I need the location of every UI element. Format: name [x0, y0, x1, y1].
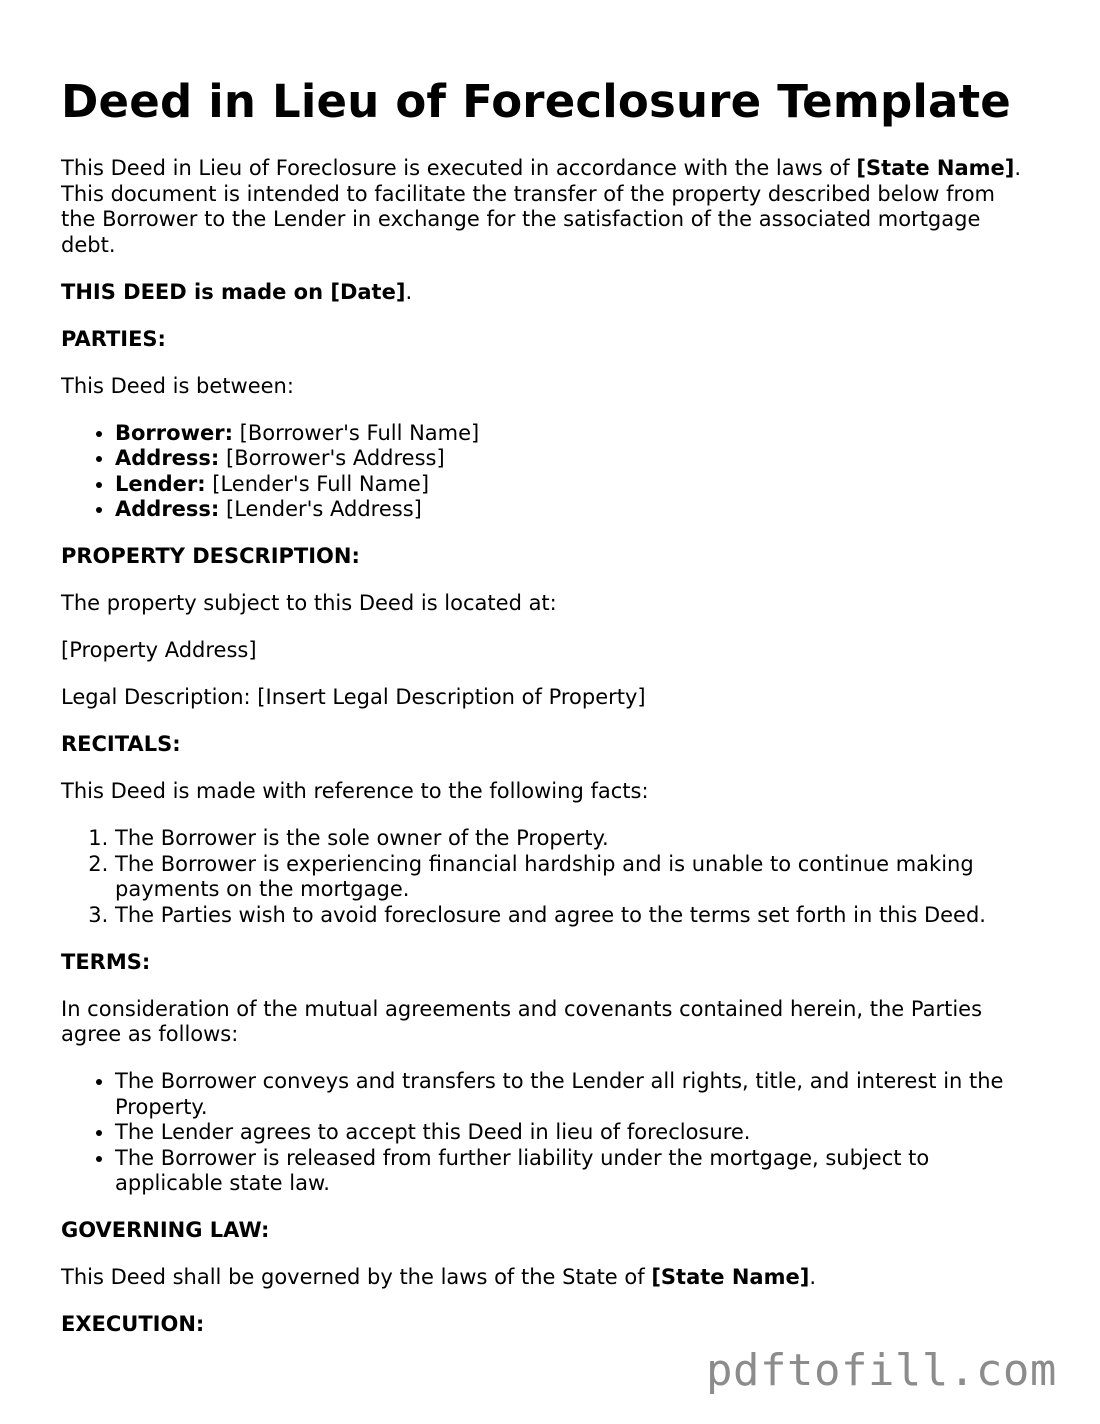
recitals-intro: This Deed is made with reference to the following facts: [61, 779, 649, 803]
list-item [115, 421, 1036, 447]
list-item: 1. The Borrower is the sole owner of the Property. [115, 826, 1036, 852]
property-intro: The property subject to this Deed is located at: [61, 591, 557, 615]
property-legal-description: Legal Description: [Insert Legal Description of Property] [61, 685, 646, 709]
governing-law-state-placeholder: [State Name] [651, 1265, 810, 1289]
property-address: [Property Address] [61, 638, 257, 662]
party-value: [Lender's Full Name] [205, 471, 430, 496]
made-on-text: THIS DEED is made on [Date] [61, 279, 406, 304]
document-title: Deed in Lieu of Foreclosure Template [61, 75, 1012, 128]
governing-law-heading: GOVERNING LAW: [61, 1218, 270, 1242]
parties-intro: This Deed is between: [61, 373, 294, 398]
governing-law-text-after: . [809, 1265, 817, 1289]
party-value: [Borrower's Address] [219, 446, 445, 470]
parties-list [61, 421, 1036, 523]
made-on-line [61, 280, 1036, 306]
parties-heading: PARTIES: [61, 326, 166, 351]
intro-paragraph [61, 156, 1036, 258]
party-label: Borrower: [115, 420, 233, 445]
terms-heading: TERMS: [61, 949, 151, 974]
party-label: Lender: [115, 471, 206, 496]
list-item: • The Borrower is released from further liability under the mortgage, subject to applicable state law. [115, 1146, 1036, 1197]
intro-state-placeholder: [State Name] [856, 156, 1015, 180]
list-item: • The Borrower conveys and transfers to the Lender all rights, title, and interest in the Property. [115, 1069, 1036, 1120]
list-item: 3. The Parties wish to avoid foreclosure and agree to the terms set forth in this Deed. [115, 903, 1036, 929]
list-item [115, 497, 1036, 523]
party-value: [Borrower's Full Name] [232, 420, 480, 445]
party-value: [Lender's Address] [219, 497, 422, 521]
recitals-heading: RECITALS: [61, 732, 181, 756]
made-on-suffix: . [405, 279, 413, 304]
party-label: Address: [115, 446, 220, 470]
terms-intro: In consideration of the mutual agreements and covenants contained herein, the Parties agree as follows: [61, 996, 983, 1046]
list-item: 2. The Borrower is experiencing financial hardship and is unable to continue making payments on the mortgage. [115, 852, 1036, 903]
party-label: Address: [115, 497, 220, 521]
governing-law-paragraph [61, 1265, 1036, 1291]
list-item: • The Lender agrees to accept this Deed in lieu of foreclosure. [115, 1120, 1036, 1146]
terms-list [61, 1069, 1036, 1197]
intro-text-before: This Deed in Lieu of Foreclosure is executed in accordance with the laws of [61, 156, 857, 180]
intro-text-after: . This document is intended to facilitate the transfer of the property described below from the Borrower to the Lender in exchange for the satisfaction of the associated mortgage debt. [61, 156, 1022, 257]
governing-law-text-before: This Deed shall be governed by the laws of the State of [61, 1265, 652, 1289]
document-page [61, 74, 1036, 1359]
list-item [115, 472, 1036, 498]
list-item [115, 446, 1036, 472]
property-heading: PROPERTY DESCRIPTION: [61, 544, 360, 568]
execution-heading: EXECUTION: [61, 1312, 205, 1336]
watermark: pdftofill.com [706, 1345, 1057, 1396]
recitals-list [61, 826, 1036, 928]
